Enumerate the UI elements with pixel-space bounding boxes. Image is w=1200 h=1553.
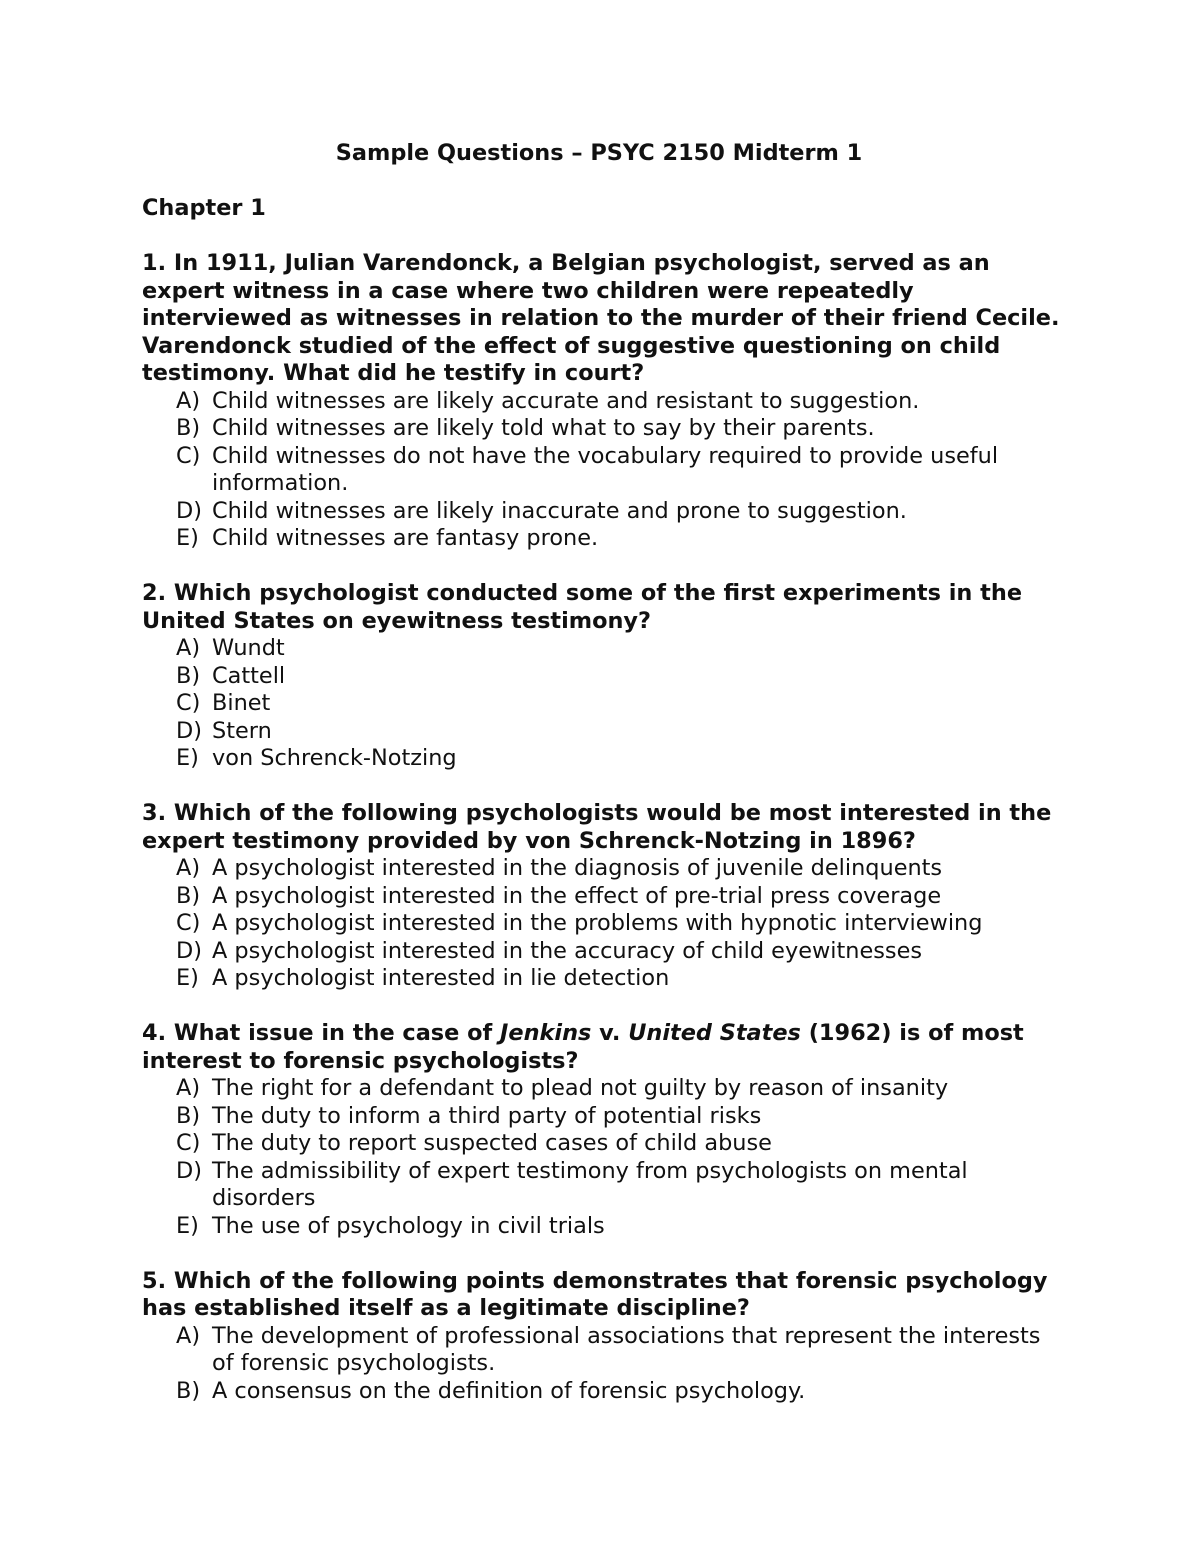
option-text: The development of professional associations that represent the interests of forensic psychologists. bbox=[212, 1322, 1041, 1376]
option-letter: B) bbox=[176, 415, 201, 441]
option-letter: B) bbox=[176, 662, 201, 689]
answer-option bbox=[142, 718, 1062, 746]
option-text: Child witnesses are likely inaccurate and prone to suggestion. bbox=[212, 497, 907, 524]
answer-option bbox=[142, 855, 1062, 883]
option-letter: D) bbox=[176, 1157, 202, 1184]
option-letter: A) bbox=[176, 1322, 201, 1349]
question-number: 3. bbox=[142, 800, 167, 826]
answer-option bbox=[142, 1075, 1062, 1103]
option-letter: A) bbox=[176, 1075, 201, 1101]
option-letter: B) bbox=[176, 1102, 201, 1129]
answer-option bbox=[142, 1323, 1062, 1378]
option-letter: C) bbox=[176, 1130, 201, 1156]
case-versus: v. bbox=[599, 1020, 621, 1046]
option-text: The duty to inform a third party of potential risks bbox=[212, 1102, 762, 1129]
document-page bbox=[142, 140, 1062, 1433]
option-text: A psychologist interested in the accuracy of child eyewitnesses bbox=[212, 937, 923, 964]
answer-option bbox=[142, 443, 1062, 498]
answer-options bbox=[142, 1075, 1062, 1240]
question-text bbox=[142, 1020, 1062, 1075]
option-letter: E) bbox=[176, 525, 199, 551]
question-text bbox=[142, 1268, 1062, 1323]
question-prompt: Which psychologist conducted some of the first experiments in the United States on eyewitness testimony? bbox=[142, 580, 1023, 634]
option-text: Wundt bbox=[212, 635, 285, 661]
answer-option bbox=[142, 1130, 1062, 1158]
option-letter: B) bbox=[176, 1377, 201, 1404]
question-prompt: In 1911, Julian Varendonck, a Belgian psychologist, served as an expert witness in a case where two children were repeatedly interviewed as witnesses in relation to the murder of their friend Cecile. Varendonck studied of the effect of suggestive questioning on child testimony. What did he testify in court? bbox=[142, 250, 1060, 386]
answer-option bbox=[142, 965, 1062, 993]
question-prompt-start: What issue in the case of bbox=[173, 1020, 493, 1046]
question-number: 5. bbox=[142, 1267, 167, 1294]
answer-option bbox=[142, 938, 1062, 966]
question-number: 1. bbox=[142, 250, 167, 276]
option-letter: B) bbox=[176, 882, 201, 909]
option-text: A psychologist interested in the diagnosis of juvenile delinquents bbox=[212, 855, 943, 881]
option-letter: E) bbox=[176, 1212, 199, 1239]
question-prompt: Which of the following points demonstrates that forensic psychology has established itself as a legitimate discipline? bbox=[142, 1267, 1048, 1321]
option-letter: D) bbox=[176, 717, 202, 744]
answer-option bbox=[142, 690, 1062, 718]
chapter-heading: Chapter 1 bbox=[142, 195, 266, 221]
answer-options bbox=[142, 635, 1062, 773]
option-text: A psychologist interested in lie detection bbox=[212, 965, 670, 991]
option-text: Child witnesses are likely accurate and resistant to suggestion. bbox=[212, 387, 920, 414]
answer-option bbox=[142, 663, 1062, 691]
question-text bbox=[142, 580, 1062, 635]
answer-option bbox=[142, 388, 1062, 416]
answer-options bbox=[142, 388, 1062, 553]
answer-option bbox=[142, 525, 1062, 553]
answer-option bbox=[142, 883, 1062, 911]
answer-option bbox=[142, 1158, 1062, 1213]
option-text: A consensus on the definition of forensic psychology. bbox=[212, 1377, 806, 1404]
question-1 bbox=[142, 250, 1062, 553]
question-3 bbox=[142, 800, 1062, 993]
option-letter: A) bbox=[176, 635, 201, 661]
answer-option bbox=[142, 1378, 1062, 1406]
document-title: Sample Questions – PSYC 2150 Midterm 1 bbox=[335, 140, 863, 166]
answer-option bbox=[142, 910, 1062, 938]
question-prompt: Which of the following psychologists would be most interested in the expert testimony provided by von Schrenck-Notzing in 1896? bbox=[142, 800, 1052, 854]
answer-option bbox=[142, 745, 1062, 773]
option-text: A psychologist interested in the problems with hypnotic interviewing bbox=[212, 910, 983, 936]
question-text bbox=[142, 250, 1062, 388]
option-text: Stern bbox=[212, 717, 272, 744]
option-letter: E) bbox=[176, 965, 199, 991]
answer-option bbox=[142, 1213, 1062, 1241]
option-text: Child witnesses do not have the vocabulary required to provide useful information. bbox=[212, 442, 999, 496]
option-text: Cattell bbox=[212, 662, 286, 689]
option-text: The use of psychology in civil trials bbox=[212, 1212, 605, 1239]
option-text: The duty to report suspected cases of child abuse bbox=[212, 1130, 772, 1156]
option-letter: A) bbox=[176, 387, 201, 414]
question-5 bbox=[142, 1268, 1062, 1406]
option-text: Child witnesses are likely told what to say by their parents. bbox=[212, 415, 875, 441]
option-text: Child witnesses are fantasy prone. bbox=[212, 525, 599, 551]
option-text: Binet bbox=[212, 690, 271, 716]
answer-option bbox=[142, 415, 1062, 443]
question-4 bbox=[142, 1020, 1062, 1240]
answer-options bbox=[142, 855, 1062, 993]
case-name-defendant: United States bbox=[628, 1020, 801, 1046]
case-name-plaintiff: Jenkins bbox=[500, 1020, 592, 1046]
option-text: The right for a defendant to plead not guilty by reason of insanity bbox=[212, 1075, 949, 1101]
question-number: 2. bbox=[142, 580, 167, 606]
answer-option bbox=[142, 635, 1062, 663]
option-letter: E) bbox=[176, 745, 199, 771]
option-letter: C) bbox=[176, 690, 201, 716]
option-text: von Schrenck-Notzing bbox=[212, 745, 457, 771]
answer-option bbox=[142, 498, 1062, 526]
option-letter: C) bbox=[176, 442, 201, 469]
option-text: The admissibility of expert testimony from psychologists on mental disorders bbox=[212, 1157, 968, 1211]
option-letter: D) bbox=[176, 937, 202, 964]
question-2 bbox=[142, 580, 1062, 773]
question-prompt-end: (1962) is of most interest to forensic psychologists? bbox=[142, 1020, 1024, 1074]
option-letter: A) bbox=[176, 855, 201, 881]
option-text: A psychologist interested in the effect of pre-trial press coverage bbox=[212, 882, 942, 909]
answer-option bbox=[142, 1103, 1062, 1131]
question-text bbox=[142, 800, 1062, 855]
option-letter: C) bbox=[176, 910, 201, 936]
option-letter: D) bbox=[176, 497, 202, 524]
question-number: 4. bbox=[142, 1020, 167, 1046]
answer-options bbox=[142, 1323, 1062, 1406]
